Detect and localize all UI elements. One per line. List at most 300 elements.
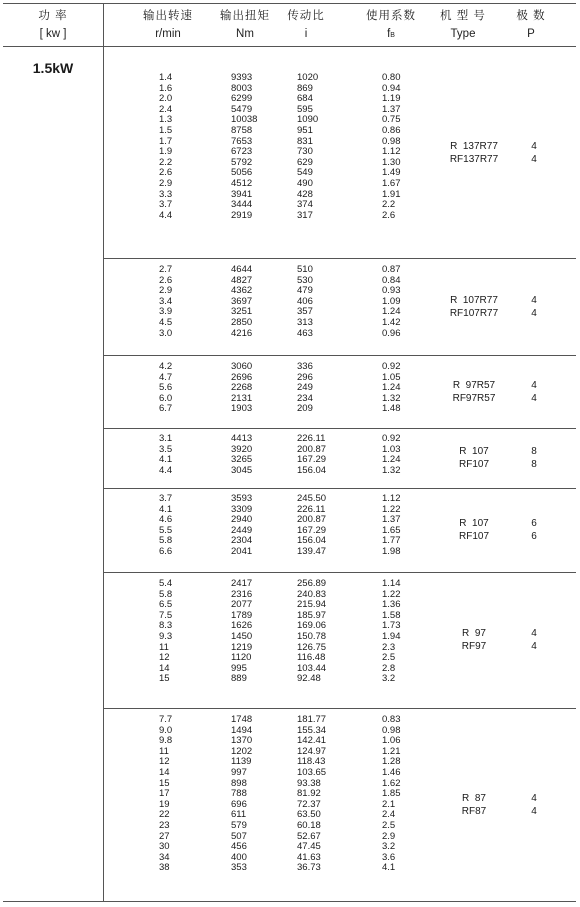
- ratio-value: 92.48: [297, 673, 321, 685]
- speed-column: [159, 579, 172, 685]
- ratio-column: [297, 715, 326, 874]
- sf-value: 1.62: [382, 777, 401, 789]
- ratio-value: 479: [297, 285, 313, 297]
- sf-value: 1.67: [382, 177, 401, 189]
- torque-value: 898: [231, 777, 247, 789]
- torque-value: 2041: [231, 545, 253, 557]
- torque-value: 7653: [231, 135, 253, 147]
- sf-value: 4.1: [382, 862, 396, 874]
- poles-cell: [509, 627, 559, 653]
- sf-value: 0.93: [382, 285, 401, 297]
- ratio-value: 245.50: [297, 493, 327, 504]
- speed-value: 4.4: [159, 209, 173, 221]
- poles-value: 4: [531, 628, 537, 639]
- speed-value: 3.0: [159, 327, 173, 339]
- sf-value: 1.42: [382, 316, 401, 328]
- speed-value: 22: [159, 809, 170, 821]
- ratio-value: 155.34: [297, 724, 327, 736]
- sf-value: 0.94: [382, 82, 401, 94]
- torque-value: 10038: [231, 114, 258, 126]
- speed-value: 38: [159, 862, 170, 874]
- ratio-value: 428: [297, 188, 313, 200]
- speed-column: [159, 265, 172, 339]
- speed-value: 5.6: [159, 382, 173, 394]
- header-power-label: 功 率: [38, 10, 68, 22]
- header-speed-unit: r/min: [155, 28, 181, 40]
- torque-value: 1139: [231, 756, 252, 768]
- sf-value: 1.32: [382, 464, 401, 476]
- speed-column: [159, 362, 172, 415]
- torque-value: 4512: [231, 177, 253, 189]
- gear-motor-table: [3, 3, 576, 902]
- sf-value: 0.75: [382, 114, 401, 126]
- torque-value: 1120: [231, 652, 252, 664]
- ratio-value: 357: [297, 306, 313, 318]
- rating-group: [104, 708, 576, 901]
- model-number: RF97: [461, 641, 487, 652]
- service-factor-column: [382, 265, 401, 339]
- group-divider: [104, 488, 576, 489]
- torque-value: 3920: [231, 443, 253, 455]
- speed-value: 2.9: [159, 285, 173, 297]
- ratio-column: [297, 73, 318, 221]
- torque-column: [231, 73, 257, 221]
- speed-value: 6.6: [159, 545, 173, 557]
- speed-column: [159, 73, 172, 221]
- speed-value: 30: [159, 841, 170, 853]
- speed-value: 6.7: [159, 403, 173, 415]
- torque-value: 3697: [231, 295, 253, 307]
- torque-value: 889: [231, 673, 247, 685]
- header-model-unit: Type: [450, 28, 476, 40]
- poles-cell: [509, 792, 559, 818]
- ratio-value: 869: [297, 82, 313, 94]
- poles-value: 4: [531, 295, 537, 306]
- ratio-value: 167.29: [297, 454, 327, 466]
- speed-value: 4.6: [159, 514, 173, 526]
- speed-value: 4.1: [159, 454, 173, 466]
- torque-value: 1219: [231, 641, 253, 653]
- sf-value: 1.28: [382, 756, 401, 768]
- torque-value: 788: [231, 788, 247, 800]
- speed-value: 3.7: [159, 493, 173, 504]
- torque-value: 3309: [231, 503, 253, 515]
- sf-value: 3.2: [382, 841, 396, 853]
- speed-value: 3.7: [159, 199, 173, 211]
- ratio-column: [297, 265, 313, 339]
- torque-value: 1450: [231, 630, 253, 642]
- ratio-value: 240.83: [297, 588, 327, 600]
- sf-value: 0.92: [382, 361, 401, 372]
- torque-value: 8758: [231, 124, 253, 136]
- poles-value: 8: [531, 459, 537, 470]
- header-poles: [500, 7, 562, 43]
- poles-cell: [509, 445, 559, 471]
- poles-value: 4: [531, 308, 537, 319]
- header-model-label: 机 型 号: [440, 10, 486, 22]
- header-service-factor: [356, 7, 426, 43]
- ratio-value: 150.78: [297, 630, 327, 642]
- ratio-value: 463: [297, 327, 313, 339]
- rating-group: [104, 47, 576, 258]
- ratio-column: [297, 579, 326, 685]
- torque-column: [231, 715, 252, 874]
- torque-value: 2131: [231, 392, 253, 404]
- torque-value: 1789: [231, 609, 253, 621]
- service-factor-column: [382, 579, 401, 685]
- model-number: R 107R77: [450, 295, 498, 306]
- sf-value: 1.14: [382, 578, 401, 589]
- sf-value: 1.36: [382, 599, 401, 611]
- model-number: RF97R57: [452, 393, 496, 404]
- ratio-value: 103.65: [297, 766, 327, 778]
- speed-value: 15: [159, 673, 170, 685]
- sf-value: 1.30: [382, 156, 401, 168]
- torque-value: 2449: [231, 524, 253, 536]
- rating-group: [104, 572, 576, 708]
- ratio-value: 139.47: [297, 545, 327, 557]
- speed-value: 4.7: [159, 371, 173, 383]
- ratio-value: 317: [297, 209, 313, 221]
- sf-value: 1.46: [382, 766, 401, 778]
- sf-value: 2.6: [382, 209, 396, 221]
- torque-column: [231, 362, 252, 415]
- speed-value: 34: [159, 851, 170, 863]
- ratio-value: 490: [297, 177, 313, 189]
- sf-value: 1.37: [382, 514, 401, 526]
- model-number: RF107R77: [449, 308, 499, 319]
- sf-value: 1.19: [382, 93, 401, 105]
- sf-value: 0.96: [382, 327, 401, 339]
- speed-value: 4.5: [159, 316, 173, 328]
- sf-value: 1.22: [382, 588, 401, 600]
- torque-value: 4362: [231, 285, 253, 297]
- speed-column: [159, 715, 172, 874]
- sf-value: 1.21: [382, 745, 401, 757]
- torque-value: 2316: [231, 588, 253, 600]
- group-divider: [104, 428, 576, 429]
- ratio-value: 116.48: [297, 652, 326, 664]
- sf-value: 2.8: [382, 662, 396, 674]
- torque-value: 3941: [231, 188, 253, 200]
- ratio-value: 126.75: [297, 641, 327, 653]
- header-speed-label: 输出转速: [143, 10, 193, 22]
- speed-value: 5.8: [159, 588, 173, 600]
- speed-value: 1.3: [159, 114, 173, 126]
- ratio-value: 209: [297, 403, 313, 415]
- ratio-value: 313: [297, 316, 313, 328]
- ratio-value: 47.45: [297, 841, 321, 853]
- speed-value: 3.4: [159, 295, 173, 307]
- group-divider: [104, 258, 576, 259]
- torque-column: [231, 434, 252, 476]
- header-ratio: [276, 7, 336, 43]
- poles-value: 4: [531, 806, 537, 817]
- speed-value: 4.4: [159, 464, 173, 476]
- sf-value: 1.91: [382, 188, 401, 200]
- power-value: 1.5kW: [32, 60, 74, 76]
- ratio-value: 249: [297, 382, 313, 394]
- rating-group: [104, 428, 576, 488]
- model-number: R 87: [462, 793, 486, 804]
- poles-value: 4: [531, 154, 537, 165]
- ratio-value: 185.97: [297, 609, 327, 621]
- header-power-unit: [ kw ]: [39, 28, 67, 40]
- ratio-value: 200.87: [297, 443, 327, 455]
- ratio-value: 103.44: [297, 662, 327, 674]
- model-number: RF137R77: [449, 154, 499, 165]
- header-power: [3, 7, 103, 43]
- torque-value: 3265: [231, 454, 253, 466]
- sf-value: 1.12: [382, 146, 401, 158]
- speed-value: 2.9: [159, 177, 173, 189]
- speed-value: 4.2: [159, 361, 173, 372]
- torque-value: 2417: [231, 578, 253, 589]
- sf-value: 1.58: [382, 609, 401, 621]
- sf-value: 2.3: [382, 641, 396, 653]
- speed-value: 3.9: [159, 306, 173, 318]
- sf-value: 1.24: [382, 454, 401, 466]
- group-divider: [104, 708, 576, 709]
- sf-value: 1.06: [382, 735, 401, 747]
- torque-value: 4644: [231, 264, 253, 275]
- torque-value: 2268: [231, 382, 253, 394]
- torque-value: 2940: [231, 514, 253, 526]
- torque-value: 995: [231, 662, 247, 674]
- header-service-factor-unit: [356, 26, 426, 43]
- speed-value: 11: [159, 641, 169, 653]
- speed-value: 1.9: [159, 146, 173, 158]
- speed-value: 9.3: [159, 630, 173, 642]
- speed-value: 3.1: [159, 433, 173, 444]
- ratio-value: 629: [297, 156, 313, 168]
- header-torque: [210, 7, 280, 43]
- speed-value: 15: [159, 777, 170, 789]
- speed-value: 19: [159, 798, 170, 810]
- poles-value: 4: [531, 141, 537, 152]
- ratio-value: 124.97: [297, 745, 327, 757]
- header-torque-unit: Nm: [236, 28, 254, 40]
- speed-value: 5.4: [159, 578, 173, 589]
- torque-column: [231, 494, 252, 558]
- sf-value: 2.5: [382, 819, 396, 831]
- torque-value: 4413: [231, 433, 253, 444]
- ratio-value: 226.11: [297, 503, 326, 515]
- service-factor-symbol: f: [387, 28, 391, 40]
- speed-value: 2.2: [159, 156, 173, 168]
- ratio-column: [297, 434, 326, 476]
- ratio-value: 181.77: [297, 714, 327, 725]
- ratio-value: 595: [297, 103, 313, 115]
- ratio-value: 93.38: [297, 777, 321, 789]
- ratio-value: 169.06: [297, 620, 327, 632]
- speed-value: 27: [159, 830, 170, 842]
- speed-value: 3.5: [159, 443, 173, 455]
- poles-value: 4: [531, 393, 537, 404]
- speed-value: 2.6: [159, 274, 173, 286]
- model-number: R 97: [462, 628, 486, 639]
- ratio-value: 951: [297, 124, 313, 136]
- torque-value: 997: [231, 766, 247, 778]
- sf-value: 1.98: [382, 545, 401, 557]
- speed-value: 14: [159, 766, 170, 778]
- torque-value: 3045: [231, 464, 253, 476]
- sf-value: 2.4: [382, 809, 396, 821]
- ratio-value: 156.04: [297, 464, 327, 476]
- ratio-value: 41.63: [297, 851, 321, 863]
- speed-value: 6.5: [159, 599, 173, 611]
- poles-value: 4: [531, 793, 537, 804]
- poles-value: 8: [531, 446, 537, 457]
- torque-value: 456: [231, 841, 247, 853]
- model-number: R 137R77: [450, 141, 498, 152]
- sf-value: 0.86: [382, 124, 401, 136]
- group-divider: [104, 572, 576, 573]
- ratio-value: 52.67: [297, 830, 321, 842]
- poles-cell: [509, 294, 559, 320]
- sf-value: 1.48: [382, 403, 401, 415]
- sf-value: 0.80: [382, 72, 401, 83]
- torque-value: 507: [231, 830, 247, 842]
- torque-value: 9393: [231, 72, 253, 83]
- service-factor-column: [382, 73, 401, 221]
- torque-value: 2850: [231, 316, 253, 328]
- ratio-value: 1090: [297, 114, 319, 126]
- service-factor-column: [382, 362, 401, 415]
- service-factor-column: [382, 494, 401, 558]
- torque-value: 2919: [231, 209, 253, 221]
- poles-cell: [509, 379, 559, 405]
- sf-value: 1.05: [382, 371, 401, 383]
- torque-value: 8003: [231, 82, 253, 94]
- poles-value: 4: [531, 641, 537, 652]
- ratio-value: 730: [297, 146, 313, 158]
- sf-value: 1.85: [382, 788, 401, 800]
- sf-value: 3.2: [382, 673, 396, 685]
- ratio-value: 60.18: [297, 819, 321, 831]
- torque-value: 5056: [231, 167, 253, 179]
- torque-value: 5792: [231, 156, 253, 168]
- torque-value: 3251: [231, 306, 253, 318]
- model-number: RF107: [458, 531, 489, 542]
- torque-column: [231, 265, 252, 339]
- ratio-value: 142.41: [297, 735, 327, 747]
- poles-value: 4: [531, 380, 537, 391]
- ratio-value: 549: [297, 167, 313, 179]
- ratio-value: 510: [297, 264, 313, 275]
- header-model: [428, 7, 498, 43]
- speed-value: 3.3: [159, 188, 173, 200]
- model-number: R 107: [459, 446, 489, 457]
- torque-value: 6723: [231, 146, 253, 158]
- header-service-factor-label: 使用系数: [366, 10, 416, 22]
- torque-value: 6299: [231, 93, 253, 105]
- table-bottom-border: [3, 901, 576, 902]
- torque-value: 5479: [231, 103, 253, 115]
- rating-group: [104, 258, 576, 355]
- ratio-value: 374: [297, 199, 313, 211]
- ratio-column: [297, 494, 326, 558]
- speed-value: 4.1: [159, 503, 173, 515]
- service-factor-subscript: B: [390, 32, 395, 39]
- ratio-value: 256.89: [297, 578, 327, 589]
- torque-value: 1202: [231, 745, 253, 757]
- sf-value: 1.65: [382, 524, 401, 536]
- ratio-value: 234: [297, 392, 313, 404]
- poles-value: 6: [531, 518, 537, 529]
- torque-value: 1903: [231, 403, 253, 415]
- header-torque-label: 输出扭矩: [220, 10, 270, 22]
- torque-value: 1370: [231, 735, 253, 747]
- ratio-value: 336: [297, 361, 313, 372]
- speed-value: 11: [159, 745, 169, 757]
- speed-value: 2.0: [159, 93, 173, 105]
- ratio-value: 684: [297, 93, 313, 105]
- speed-value: 1.7: [159, 135, 173, 147]
- ratio-column: [297, 362, 313, 415]
- sf-value: 0.84: [382, 274, 401, 286]
- sf-value: 2.1: [382, 798, 396, 810]
- header-ratio-label: 传动比: [287, 10, 325, 22]
- speed-value: 1.4: [159, 72, 173, 83]
- service-factor-column: [382, 715, 401, 874]
- speed-value: 1.5: [159, 124, 173, 136]
- ratio-value: 226.11: [297, 433, 326, 444]
- speed-value: 7.5: [159, 609, 173, 621]
- poles-value: 6: [531, 531, 537, 542]
- speed-value: 1.6: [159, 82, 173, 94]
- rating-group: [104, 355, 576, 428]
- sf-value: 1.12: [382, 493, 401, 504]
- torque-value: 353: [231, 862, 247, 874]
- sf-value: 1.03: [382, 443, 401, 455]
- ratio-value: 72.37: [297, 798, 321, 810]
- speed-value: 9.8: [159, 735, 173, 747]
- torque-value: 579: [231, 819, 247, 831]
- sf-value: 1.22: [382, 503, 401, 515]
- speed-value: 2.7: [159, 264, 173, 275]
- speed-value: 17: [159, 788, 170, 800]
- speed-value: 6.0: [159, 392, 173, 404]
- ratio-value: 406: [297, 295, 313, 307]
- ratio-value: 1020: [297, 72, 319, 83]
- sf-value: 1.37: [382, 103, 401, 115]
- ratio-value: 63.50: [297, 809, 321, 821]
- speed-value: 12: [159, 756, 170, 768]
- sf-value: 1.94: [382, 630, 401, 642]
- speed-value: 9.0: [159, 724, 173, 736]
- ratio-value: 36.73: [297, 862, 321, 874]
- torque-value: 611: [231, 809, 247, 821]
- ratio-value: 118.43: [297, 756, 326, 768]
- torque-value: 4827: [231, 274, 253, 286]
- speed-column: [159, 434, 172, 476]
- sf-value: 2.9: [382, 830, 396, 842]
- ratio-value: 156.04: [297, 535, 327, 547]
- speed-value: 14: [159, 662, 170, 674]
- group-divider: [104, 355, 576, 356]
- torque-value: 3060: [231, 361, 253, 372]
- ratio-value: 200.87: [297, 514, 327, 526]
- speed-column: [159, 494, 172, 558]
- speed-value: 5.5: [159, 524, 173, 536]
- speed-value: 2.6: [159, 167, 173, 179]
- torque-value: 1748: [231, 714, 253, 725]
- sf-value: 2.5: [382, 652, 396, 664]
- sf-value: 0.98: [382, 135, 401, 147]
- model-number: R 107: [459, 518, 489, 529]
- header-speed: [133, 7, 203, 43]
